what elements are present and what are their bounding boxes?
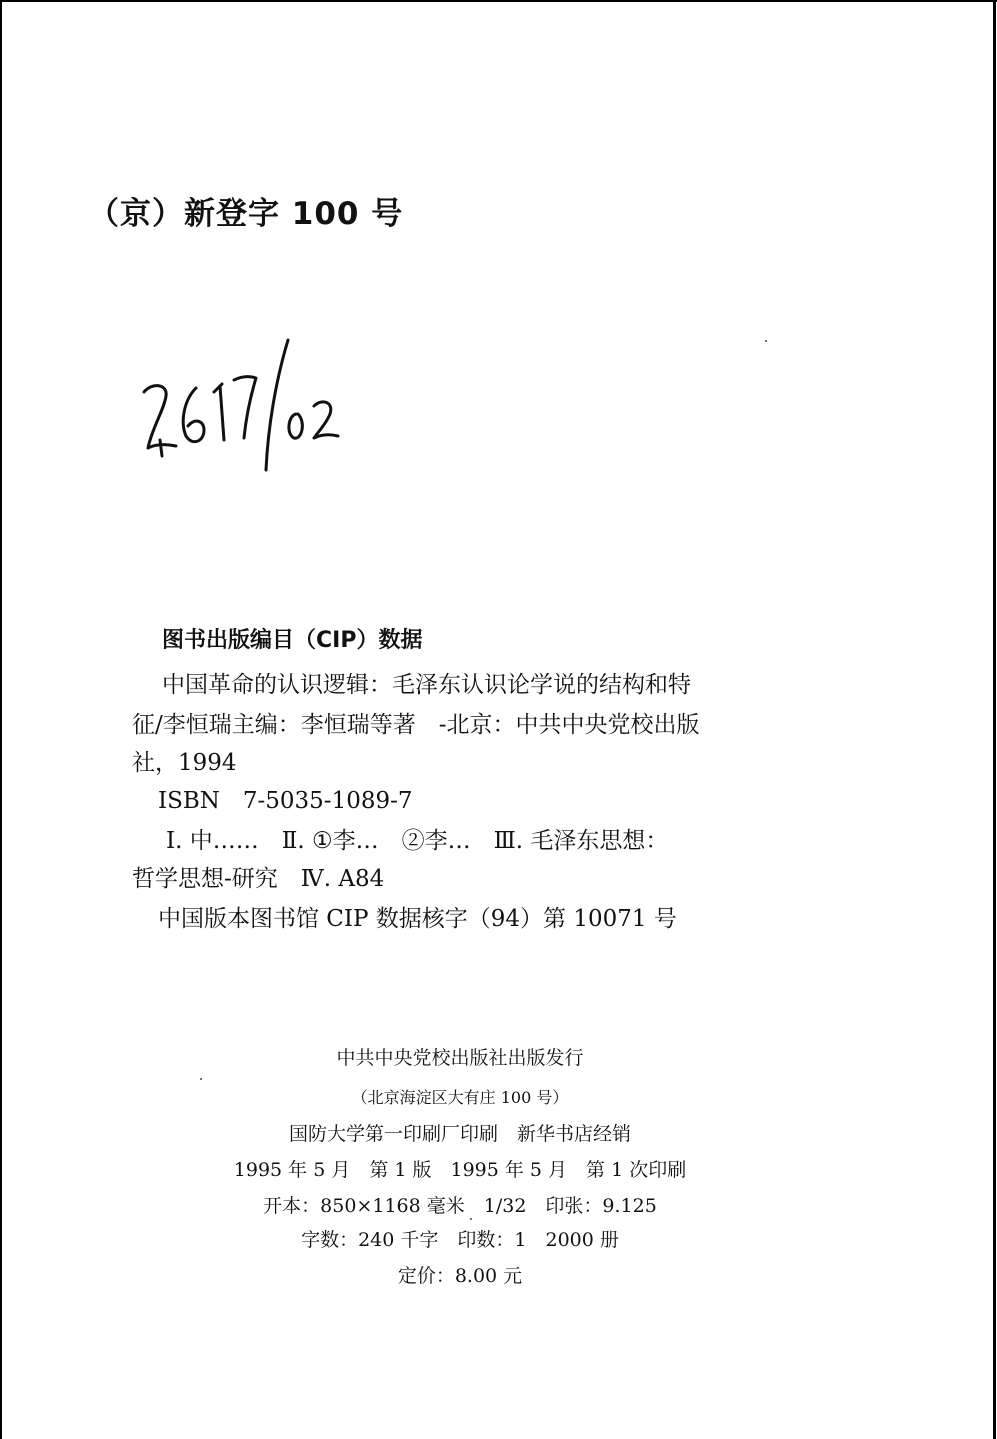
page-border-right bbox=[993, 0, 996, 1439]
handwritten-catalog-note bbox=[138, 330, 348, 480]
page-border-top bbox=[0, 0, 997, 2]
cip-classification-line: 哲学思想-研究 Ⅳ. A84 bbox=[132, 866, 385, 892]
colophon-publisher: 中共中央党校出版社出版发行 bbox=[336, 1047, 584, 1069]
colophon-format: 开本：850×1168 毫米 1/32 印张：9.125 bbox=[263, 1195, 657, 1217]
colophon-wordcount: 字数：240 千字 印数：1 2000 册 bbox=[301, 1229, 619, 1251]
registration-number: （京）新登字 100 号 bbox=[88, 196, 404, 232]
colophon-edition: 1995 年 5 月 第 1 版 1995 年 5 月 第 1 次印刷 bbox=[233, 1159, 687, 1181]
cip-record-number-line: 中国版本图书馆 CIP 数据核字（94）第 10071 号 bbox=[158, 906, 677, 932]
cip-title-line: 中国革命的认识逻辑：毛泽东认识论学说的结构和特 bbox=[162, 672, 691, 698]
scan-speck bbox=[200, 1078, 202, 1080]
cip-publisher-line: 社，1994 bbox=[132, 750, 237, 776]
cip-isbn-line: ISBN 7-5035-1089-7 bbox=[158, 788, 413, 814]
scan-speck bbox=[765, 340, 767, 342]
cip-heading: 图书出版编目（CIP）数据 bbox=[162, 628, 423, 653]
page-border-left bbox=[0, 0, 2, 1439]
scan-speck bbox=[470, 1218, 472, 1220]
colophon-address: （北京海淀区大有庄 100 号） bbox=[351, 1088, 569, 1107]
colophon-price: 定价：8.00 元 bbox=[397, 1265, 523, 1287]
cip-author-line: 征/李恒瑞主编：李恒瑞等著 -北京：中共中央党校出版 bbox=[132, 712, 700, 738]
cip-subject-line: Ⅰ. 中…… Ⅱ. ①李… ②李… Ⅲ. 毛泽东思想： bbox=[166, 828, 669, 854]
colophon-printer: 国防大学第一印刷厂印刷 新华书店经销 bbox=[288, 1123, 631, 1145]
